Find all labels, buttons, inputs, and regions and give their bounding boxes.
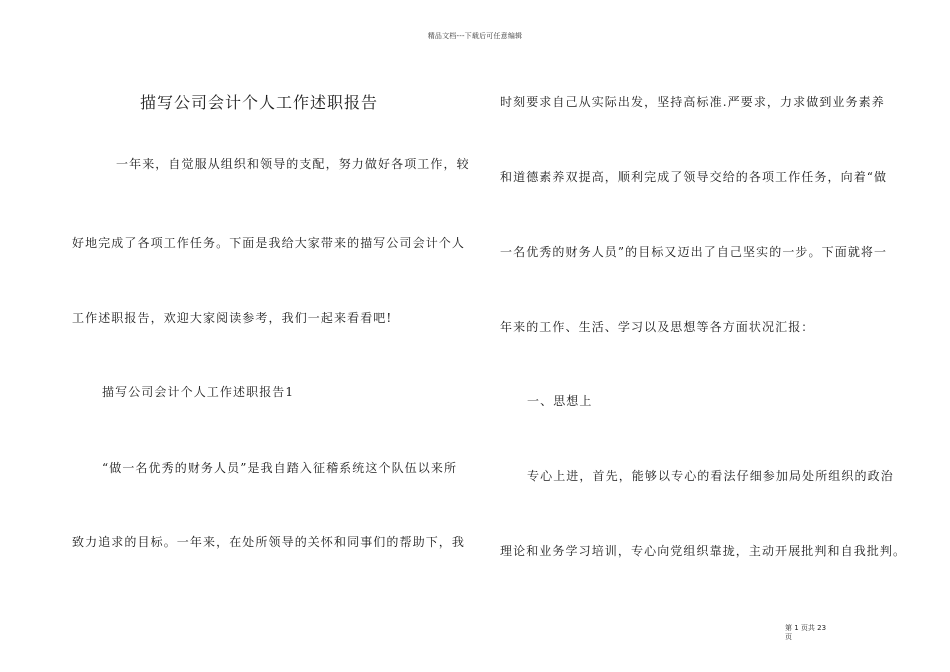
page-number-line: 第 1 页共 23 (785, 624, 827, 632)
paragraph-line: 时刻要求自己从实际出发，坚持高标准.严要求，力求做到业务素养 (500, 95, 885, 109)
paragraph-line: 和道德素养双提高，顺利完成了领导交给的各项工作任务，向着“做 (500, 170, 888, 184)
paragraph-line: 好地完成了各项工作任务。下面是我给大家带来的描写公司会计个人 (72, 236, 466, 250)
paragraph-line: 专心上进，首先，能够以专心的看法仔细参加局处所组织的政治 (527, 469, 894, 483)
page-number (785, 624, 845, 642)
header-note: 精品文档---下载后可任意编辑 (427, 32, 523, 40)
section-heading: 一、思想上 (527, 394, 593, 408)
paragraph-line: 年来的工作、生活、学习以及思想等各方面状况汇报： (500, 320, 815, 334)
paragraph-line: 工作述职报告，欢迎大家阅读参考，我们一起来看看吧! (72, 311, 393, 325)
paragraph-line: 理论和业务学习培训，专心向党组织靠拢，主动开展批判和自我批判。 (500, 544, 907, 558)
page-number-line: 页 (785, 633, 792, 641)
paragraph-line: 一年来，自觉服从组织和领导的支配，努力做好各项工作，较 (116, 157, 470, 171)
paragraph-line: “做一名优秀的财务人员”是我自踏入征稽系统这个队伍以来所 (102, 461, 458, 475)
section-heading: 描写公司会计个人工作述职报告1 (102, 385, 295, 399)
document-title: 描写公司会计个人工作述职报告 (140, 93, 379, 112)
left-column (72, 0, 470, 672)
right-column (500, 0, 907, 672)
paragraph-line: 一名优秀的财务人员”的目标又迈出了自己坚实的一步。下面就将一 (500, 245, 888, 259)
paragraph-line: 致力追求的目标。一年来，在处所领导的关怀和同事们的帮助下，我 (72, 535, 466, 549)
